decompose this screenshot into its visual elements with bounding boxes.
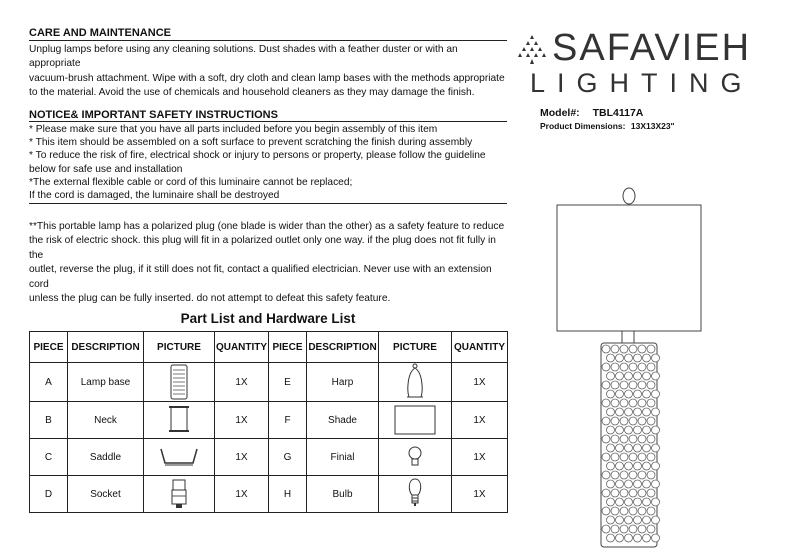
bead-decoration bbox=[602, 489, 610, 497]
bead-decoration bbox=[620, 435, 628, 443]
bead-decoration bbox=[625, 498, 633, 506]
piece-cell: C bbox=[30, 439, 68, 476]
bead-decoration bbox=[611, 453, 619, 461]
safety-line: * To reduce the risk of fire, electrical shock or injury to persons or property, please follow the guideline bbox=[29, 150, 486, 162]
header-cell: DESCRIPTION bbox=[307, 332, 379, 363]
bead-decoration bbox=[647, 381, 655, 389]
bead-decoration bbox=[602, 435, 610, 443]
bead-decoration bbox=[620, 453, 628, 461]
bead-decoration bbox=[611, 345, 619, 353]
bead-decoration bbox=[643, 426, 651, 434]
quantity-cell: 1X bbox=[215, 402, 269, 439]
plug-line: **This portable lamp has a polarized plug (one blade is wider than the other) as a safety feature to reduce bbox=[29, 221, 505, 232]
quantity-cell: 1X bbox=[215, 476, 269, 513]
piece-cell: F bbox=[269, 402, 307, 439]
bead-decoration bbox=[629, 453, 637, 461]
care-title: CARE AND MAINTENANCE bbox=[29, 27, 171, 39]
care-divider bbox=[29, 40, 507, 41]
bead-decoration bbox=[652, 462, 660, 470]
neck-picture-icon bbox=[144, 402, 215, 439]
bead-decoration bbox=[647, 345, 655, 353]
bead-decoration bbox=[629, 471, 637, 479]
harp-picture-icon bbox=[379, 363, 452, 402]
bead-decoration bbox=[638, 507, 646, 515]
bead-decoration bbox=[638, 399, 646, 407]
bead-decoration bbox=[638, 345, 646, 353]
bead-decoration bbox=[625, 444, 633, 452]
bead-decoration bbox=[652, 516, 660, 524]
safety-line: *The external flexible cable or cord of this luminaire cannot be replaced; bbox=[29, 176, 353, 188]
bead-decoration bbox=[602, 381, 610, 389]
quantity-cell: 1X bbox=[452, 402, 508, 439]
quantity-cell: 1X bbox=[452, 439, 508, 476]
bead-decoration bbox=[616, 408, 624, 416]
bead-decoration bbox=[634, 372, 642, 380]
plug-line: outlet, reverse the plug, if it still does not fit, contact a qualified electrician. Never use with an extension cord bbox=[29, 264, 492, 290]
parts-table bbox=[29, 331, 508, 513]
bead-decoration bbox=[611, 363, 619, 371]
bead-decoration bbox=[643, 498, 651, 506]
bead-decoration bbox=[634, 408, 642, 416]
bead-decoration bbox=[611, 417, 619, 425]
bead-decoration bbox=[625, 516, 633, 524]
quantity-cell: 1X bbox=[452, 476, 508, 513]
bead-decoration bbox=[647, 525, 655, 533]
logo-mark-icon bbox=[515, 33, 549, 67]
socket-picture-icon bbox=[144, 476, 215, 513]
model-value: TBL4117A bbox=[592, 107, 644, 119]
bead-decoration bbox=[634, 444, 642, 452]
model-label: Model#: bbox=[540, 107, 580, 119]
bead-decoration bbox=[634, 462, 642, 470]
dims-value: 13X13X23" bbox=[630, 121, 675, 131]
bead-decoration bbox=[629, 345, 637, 353]
bead-decoration bbox=[616, 480, 624, 488]
bead-decoration bbox=[611, 381, 619, 389]
parts-header-row bbox=[30, 332, 508, 363]
bead-decoration bbox=[634, 480, 642, 488]
bead-decoration bbox=[620, 489, 628, 497]
bead-decoration bbox=[625, 354, 633, 362]
description-cell: Saddle bbox=[68, 439, 144, 476]
bead-decoration bbox=[634, 390, 642, 398]
description-cell: Finial bbox=[307, 439, 379, 476]
bead-decoration bbox=[607, 372, 615, 380]
piece-cell: B bbox=[30, 402, 68, 439]
bead-decoration bbox=[602, 417, 610, 425]
bead-decoration bbox=[616, 498, 624, 506]
parts-title: Part List and Hardware List bbox=[180, 311, 356, 326]
bead-decoration bbox=[607, 498, 615, 506]
plug-line: unless the plug can be fully inserted. do not attempt to defeat this safety feature. bbox=[29, 293, 391, 305]
bead-decoration bbox=[652, 534, 660, 542]
bead-decoration bbox=[616, 390, 624, 398]
safety-line: below for safe use and installation bbox=[29, 163, 183, 175]
safety-title: NOTICE& IMPORTANT SAFETY INSTRUCTIONS bbox=[29, 109, 278, 121]
care-text bbox=[29, 43, 509, 101]
bead-decoration bbox=[616, 444, 624, 452]
piece-cell: D bbox=[30, 476, 68, 513]
care-line: to the material. Avoid the use of chemicals and household cleaners as they may damage the finish. bbox=[29, 87, 475, 99]
bead-decoration bbox=[616, 534, 624, 542]
bead-decoration bbox=[652, 408, 660, 416]
bead-decoration bbox=[602, 453, 610, 461]
bead-decoration bbox=[607, 462, 615, 470]
bead-decoration bbox=[607, 354, 615, 362]
bead-decoration bbox=[611, 471, 619, 479]
plug-notice bbox=[29, 220, 511, 306]
bead-decoration bbox=[643, 444, 651, 452]
bead-decoration bbox=[647, 471, 655, 479]
bead-decoration bbox=[607, 480, 615, 488]
bead-decoration bbox=[602, 363, 610, 371]
care-line: vacuum-brush attachment. Wipe with a soft, dry cloth and clean lamp bases with the methods appropriate bbox=[29, 72, 505, 84]
header-cell: QUANTITY bbox=[452, 332, 508, 363]
bulb-picture-icon bbox=[379, 476, 452, 513]
bead-decoration bbox=[607, 444, 615, 452]
bead-decoration bbox=[625, 390, 633, 398]
bead-decoration bbox=[652, 372, 660, 380]
plug-line: the risk of electric shock. this plug will fit in a polarized outlet only one way. if the plug does not fit fully in the bbox=[29, 235, 496, 261]
dims-info bbox=[540, 121, 675, 131]
bead-decoration bbox=[652, 444, 660, 452]
care-line: Unplug lamps before using any cleaning solutions. Dust shades with a feather duster or with an appropriate bbox=[29, 44, 458, 70]
bead-decoration bbox=[629, 381, 637, 389]
bead-decoration bbox=[629, 417, 637, 425]
bead-decoration bbox=[602, 471, 610, 479]
bead-decoration bbox=[638, 471, 646, 479]
bead-decoration bbox=[616, 354, 624, 362]
bead-decoration bbox=[611, 507, 619, 515]
bead-decoration bbox=[634, 354, 642, 362]
bead-decoration bbox=[638, 453, 646, 461]
bead-decoration bbox=[629, 399, 637, 407]
bead-decoration bbox=[643, 354, 651, 362]
table-row bbox=[30, 363, 508, 402]
table-row bbox=[30, 402, 508, 439]
safety-text bbox=[29, 123, 509, 202]
bead-decoration bbox=[634, 498, 642, 506]
bead-decoration bbox=[643, 372, 651, 380]
bead-decoration bbox=[638, 435, 646, 443]
bead-decoration bbox=[634, 534, 642, 542]
description-cell: Lamp base bbox=[68, 363, 144, 402]
bead-decoration bbox=[629, 435, 637, 443]
bead-decoration bbox=[647, 507, 655, 515]
bead-decoration bbox=[643, 408, 651, 416]
bead-decoration bbox=[620, 381, 628, 389]
bead-decoration bbox=[643, 462, 651, 470]
bead-decoration bbox=[643, 534, 651, 542]
description-cell: Harp bbox=[307, 363, 379, 402]
bead-decoration bbox=[616, 372, 624, 380]
bead-decoration bbox=[625, 534, 633, 542]
table-row bbox=[30, 476, 508, 513]
header-cell: PIECE bbox=[30, 332, 68, 363]
dims-label: Product Dimensions: bbox=[540, 121, 626, 131]
bead-decoration bbox=[607, 534, 615, 542]
bead-decoration bbox=[638, 363, 646, 371]
brand-name: SAFAVIEH bbox=[552, 27, 752, 69]
bead-decoration bbox=[647, 417, 655, 425]
bead-decoration bbox=[616, 462, 624, 470]
piece-cell: E bbox=[269, 363, 307, 402]
bead-decoration bbox=[602, 399, 610, 407]
bead-decoration bbox=[652, 390, 660, 398]
bead-decoration bbox=[607, 426, 615, 434]
model-info bbox=[540, 107, 643, 119]
bead-decoration bbox=[643, 390, 651, 398]
shade-picture-icon bbox=[379, 402, 452, 439]
bead-decoration bbox=[629, 363, 637, 371]
bead-decoration bbox=[611, 399, 619, 407]
bead-decoration bbox=[652, 426, 660, 434]
brand-sub: LIGHTING bbox=[530, 68, 754, 98]
bead-decoration bbox=[652, 480, 660, 488]
bead-decoration bbox=[611, 435, 619, 443]
bead-decoration bbox=[625, 372, 633, 380]
quantity-cell: 1X bbox=[452, 363, 508, 402]
bead-decoration bbox=[638, 381, 646, 389]
quantity-cell: 1X bbox=[215, 439, 269, 476]
description-cell: Socket bbox=[68, 476, 144, 513]
bead-decoration bbox=[620, 417, 628, 425]
piece-cell: H bbox=[269, 476, 307, 513]
header-cell: PICTURE bbox=[144, 332, 215, 363]
finial-picture-icon bbox=[379, 439, 452, 476]
table-row bbox=[30, 439, 508, 476]
lamp-illustration bbox=[550, 185, 710, 555]
bead-decoration bbox=[629, 489, 637, 497]
bead-decoration bbox=[625, 408, 633, 416]
bead-decoration bbox=[647, 399, 655, 407]
bead-decoration bbox=[620, 345, 628, 353]
bead-decoration bbox=[620, 507, 628, 515]
bead-decoration bbox=[620, 525, 628, 533]
bead-decoration bbox=[607, 408, 615, 416]
bead-decoration bbox=[647, 453, 655, 461]
description-cell: Shade bbox=[307, 402, 379, 439]
description-cell: Neck bbox=[68, 402, 144, 439]
bead-decoration bbox=[643, 516, 651, 524]
saddle-picture-icon bbox=[144, 439, 215, 476]
safety-line: If the cord is damaged, the luminaire shall be destroyed bbox=[29, 190, 280, 202]
bead-decoration bbox=[625, 480, 633, 488]
safety-line: * Please make sure that you have all parts included before you begin assembly of this item bbox=[29, 124, 438, 135]
bead-decoration bbox=[634, 516, 642, 524]
bead-decoration bbox=[607, 516, 615, 524]
bead-decoration bbox=[625, 462, 633, 470]
bead-decoration bbox=[625, 426, 633, 434]
safety-line: * This item should be assembled on a soft surface to prevent scratching the finish during assembly bbox=[29, 137, 473, 149]
bead-decoration bbox=[611, 489, 619, 497]
bead-decoration bbox=[652, 354, 660, 362]
header-cell: DESCRIPTION bbox=[68, 332, 144, 363]
bead-decoration bbox=[616, 516, 624, 524]
bead-decoration bbox=[602, 525, 610, 533]
bead-decoration bbox=[602, 507, 610, 515]
bead-decoration bbox=[607, 390, 615, 398]
bead-decoration bbox=[602, 345, 610, 353]
piece-cell: A bbox=[30, 363, 68, 402]
bead-decoration bbox=[643, 480, 651, 488]
bead-decoration bbox=[620, 399, 628, 407]
bead-decoration bbox=[620, 363, 628, 371]
header-cell: PIECE bbox=[269, 332, 307, 363]
bead-decoration bbox=[638, 417, 646, 425]
description-cell: Bulb bbox=[307, 476, 379, 513]
bead-decoration bbox=[634, 426, 642, 434]
bead-decoration bbox=[647, 363, 655, 371]
bead-decoration bbox=[638, 489, 646, 497]
safety-bottom-divider bbox=[29, 203, 507, 204]
header-cell: QUANTITY bbox=[215, 332, 269, 363]
bead-decoration bbox=[647, 489, 655, 497]
safety-divider bbox=[29, 121, 507, 122]
bead-decoration bbox=[629, 525, 637, 533]
bead-decoration bbox=[629, 507, 637, 515]
piece-cell: G bbox=[269, 439, 307, 476]
bead-decoration bbox=[616, 426, 624, 434]
bead-decoration bbox=[611, 525, 619, 533]
bead-decoration bbox=[620, 471, 628, 479]
quantity-cell: 1X bbox=[215, 363, 269, 402]
bead-decoration bbox=[638, 525, 646, 533]
lamp-base-picture-icon bbox=[144, 363, 215, 402]
header-cell: PICTURE bbox=[379, 332, 452, 363]
bead-decoration bbox=[652, 498, 660, 506]
bead-decoration bbox=[647, 435, 655, 443]
